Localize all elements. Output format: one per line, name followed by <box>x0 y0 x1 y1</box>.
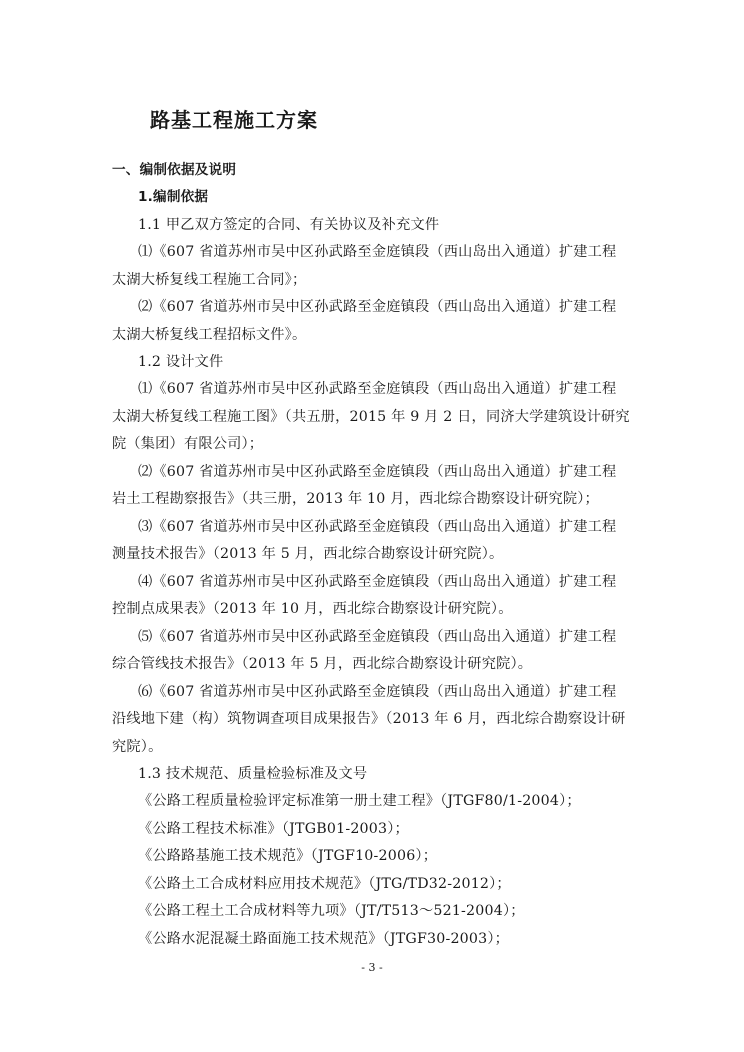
design-item-6-line-1: ⑹《607 省道苏州市吴中区孙武路至金庭镇段（西山岛出入通道）扩建工程 <box>138 684 617 700</box>
standard-item-1: 《公路工程质量检验评定标准第一册土建工程》（JTGF80/1-2004）； <box>138 793 581 809</box>
design-item-1-line-3: 院（集团）有限公司）； <box>112 436 264 452</box>
page-number: - 3 - <box>361 961 383 974</box>
paragraph-heading-design-docs: 1.2 设计文件 <box>138 354 224 370</box>
section-heading: 一、编制依据及说明 <box>112 162 237 178</box>
standard-item-2: 《公路工程技术标准》（JTGB01-2003）； <box>138 821 409 837</box>
design-item-1-line-1: ⑴《607 省道苏州市吴中区孙武路至金庭镇段（西山岛出入通道）扩建工程 <box>138 381 617 397</box>
subsection-heading: 1.编制依据 <box>138 189 209 205</box>
design-item-1-line-2: 太湖大桥复线工程施工图》（共五册，2015 年 9 月 2 日，同济大学建筑设计研究 <box>112 409 630 425</box>
design-item-4-line-1: ⑷《607 省道苏州市吴中区孙武路至金庭镇段（西山岛出入通道）扩建工程 <box>138 574 617 590</box>
contract-item-1-line-2: 太湖大桥复线工程施工合同》； <box>112 272 307 288</box>
design-item-3-line-2: 测量技术报告》（2013 年 5 月，西北综合勘察设计研究院）。 <box>112 546 504 562</box>
contract-item-2-line-2: 太湖大桥复线工程招标文件》。 <box>112 327 307 343</box>
contract-item-2-line-1: ⑵《607 省道苏州市吴中区孙武路至金庭镇段（西山岛出入通道）扩建工程 <box>138 299 617 315</box>
design-item-6-line-3: 究院）。 <box>112 739 163 755</box>
design-item-4-line-2: 控制点成果表》（2013 年 10 月，西北综合勘察设计研究院）。 <box>112 601 513 617</box>
page-title: 路基工程施工方案 <box>150 108 318 132</box>
standard-item-4: 《公路土工合成材料应用技术规范》（JTG/TD32-2012）； <box>138 876 511 892</box>
design-item-2-line-1: ⑵《607 省道苏州市吴中区孙武路至金庭镇段（西山岛出入通道）扩建工程 <box>138 464 617 480</box>
contract-item-1-line-1: ⑴《607 省道苏州市吴中区孙武路至金庭镇段（西山岛出入通道）扩建工程 <box>138 244 617 260</box>
paragraph-heading-contracts: 1.1 甲乙双方签定的合同、有关协议及补充文件 <box>138 217 440 233</box>
design-item-5-line-1: ⑸《607 省道苏州市吴中区孙武路至金庭镇段（西山岛出入通道）扩建工程 <box>138 629 617 645</box>
design-item-3-line-1: ⑶《607 省道苏州市吴中区孙武路至金庭镇段（西山岛出入通道）扩建工程 <box>138 519 617 535</box>
standard-item-6: 《公路水泥混凝土路面施工技术规范》（JTGF30-2003）； <box>138 931 510 947</box>
standard-item-3: 《公路路基施工技术规范》（JTGF10-2006）； <box>138 848 438 864</box>
standard-item-5: 《公路工程土工合成材料等九项》（JT/T513～521-2004）； <box>138 903 525 919</box>
design-item-2-line-2: 岩土工程勘察报告》（共三册，2013 年 10 月，西北综合勘察设计研究院）； <box>112 491 599 507</box>
paragraph-heading-standards: 1.3 技术规范、质量检验标准及文号 <box>138 766 368 782</box>
design-item-5-line-2: 综合管线技术报告》（2013 年 5 月，西北综合勘察设计研究院）。 <box>112 656 533 672</box>
design-item-6-line-2: 沿线地下建（构）筑物调查项目成果报告》（2013 年 6 月，西北综合勘察设计研 <box>112 711 626 727</box>
